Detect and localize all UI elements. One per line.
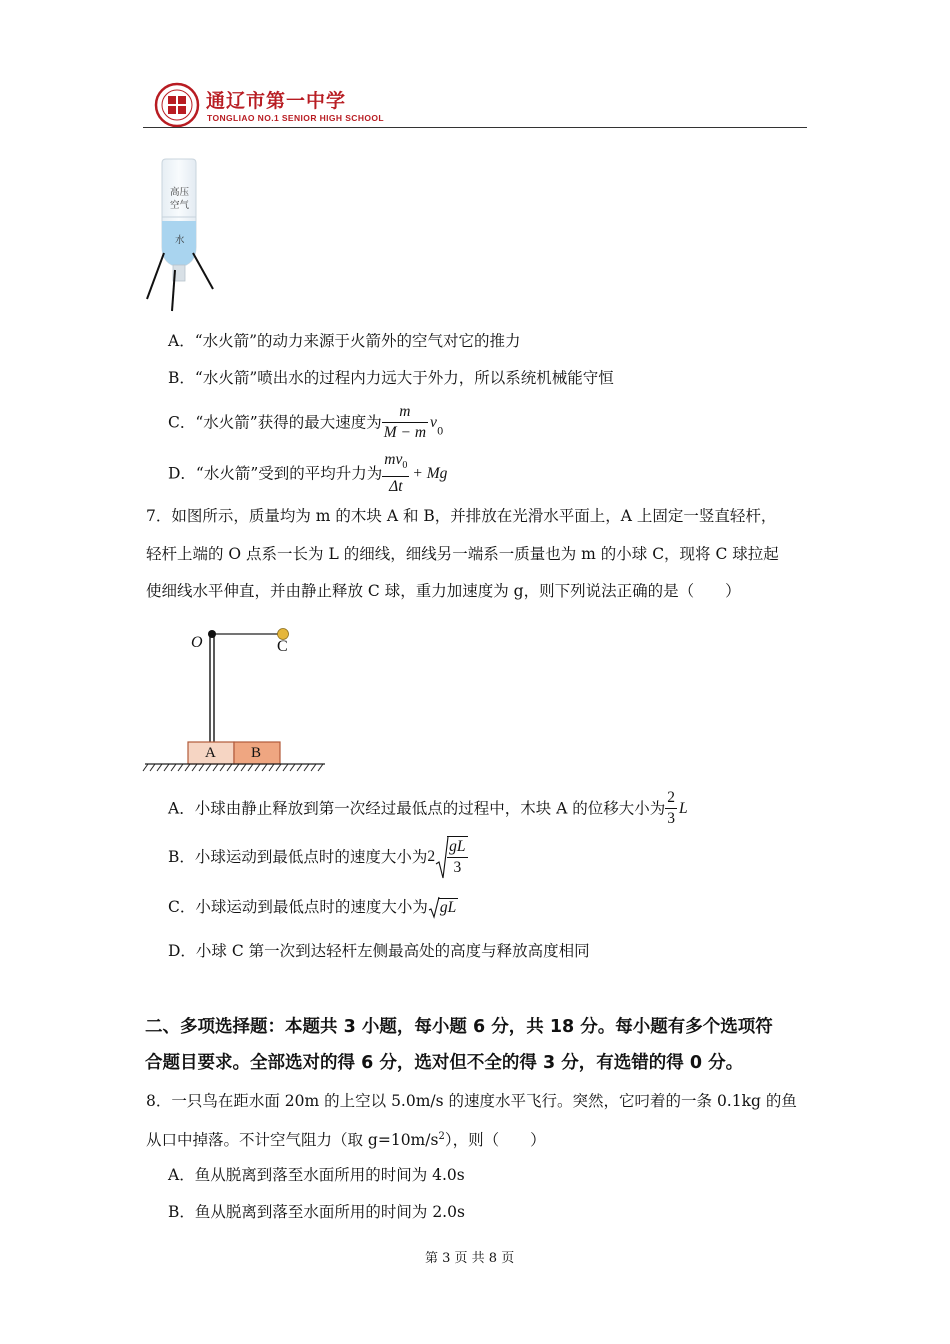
q7-option-b bbox=[168, 836, 468, 882]
q6-option-c-den: M − m bbox=[383, 424, 427, 441]
q8-option-a: A．鱼从脱离到落至水面所用的时间为 4.0s bbox=[168, 1166, 465, 1184]
q7-option-b-text: B．小球运动到最低点时的速度大小为 bbox=[168, 848, 428, 866]
q7-figure-label-a: A bbox=[205, 745, 216, 761]
q7-pendulum-figure bbox=[140, 620, 330, 775]
q6-option-c bbox=[168, 402, 443, 446]
q6-option-d-den: Δt bbox=[389, 478, 403, 496]
q7-option-a-num: 2 bbox=[665, 788, 677, 809]
q6-option-d-tail: + Mg bbox=[412, 464, 448, 482]
q7-figure-label-b: B bbox=[251, 745, 262, 761]
q7-option-a bbox=[168, 788, 688, 832]
page-header bbox=[150, 82, 810, 130]
rocket-label-air-1: 高压 bbox=[170, 187, 190, 198]
q7-option-a-fraction bbox=[665, 788, 677, 829]
q8-stem-line-2-pre: 从口中掉落。不计空气阻力（取 g=10m/s bbox=[146, 1131, 439, 1150]
q7-stem-line-1: 7．如图所示，质量均为 m 的木块 A 和 B，并排放在光滑水平面上，A 上固定一竖直轻杆， bbox=[146, 507, 777, 525]
q7-option-c-radical bbox=[428, 896, 458, 919]
rocket-label-air-2: 空气 bbox=[170, 200, 190, 211]
school-logo-icon bbox=[154, 82, 200, 128]
q6-option-a: A．“水火箭”的动力来源于火箭外的空气对它的推力 bbox=[168, 332, 521, 350]
q7-option-b-den: 3 bbox=[453, 859, 462, 876]
q7-figure-label-c: C bbox=[277, 638, 288, 655]
q7-stem-line-2: 轻杆上端的 O 点系一长为 L 的细线，细线另一端系一质量也为 m 的小球 C，现将 C 球拉起 bbox=[146, 545, 779, 563]
section-2-title-line-2: 合题目要求。全部选对的得 6 分，选对但不全的得 3 分，有选错的得 0 分。 bbox=[145, 1053, 744, 1073]
section-2-title-line-1: 二、多项选择题：本题共 3 小题，每小题 6 分，共 18 分。每小题有多个选项符 bbox=[145, 1017, 773, 1037]
q7-option-c-text: C．小球运动到最低点时的速度大小为 bbox=[168, 898, 428, 916]
q7-option-d: D．小球 C 第一次到达轻杆左侧最高处的高度与释放高度相同 bbox=[168, 942, 590, 960]
q7-option-a-tail: L bbox=[679, 799, 688, 817]
q6-option-c-fraction bbox=[382, 402, 428, 443]
q6-option-d-fraction bbox=[382, 450, 409, 497]
school-name-en: TONGLIAO NO.1 SENIOR HIGH SCHOOL bbox=[207, 113, 384, 123]
q7-option-c-rad: gL bbox=[439, 899, 457, 916]
q6-option-b: B．“水火箭”喷出水的过程内力远大于外力，所以系统机械能守恒 bbox=[168, 369, 614, 387]
q7-option-b-radical bbox=[435, 836, 467, 878]
q6-option-d-text: D．“水火箭”受到的平均升力为 bbox=[168, 464, 383, 483]
q8-stem-line-1: 8．一只鸟在距水面 20m 的上空以 5.0m/s 的速度水平飞行。突然，它叼着的一条 0.1kg 的鱼 bbox=[146, 1092, 797, 1110]
page-number: 第 3 页 共 8 页 bbox=[425, 1251, 515, 1266]
q6-option-d-num-sub: 0 bbox=[402, 460, 408, 472]
q8-stem-line-2 bbox=[146, 1126, 546, 1151]
q6-option-c-text: C．“水火箭”获得的最大速度为 bbox=[168, 413, 382, 432]
q8-stem-line-2-sup: 2 bbox=[438, 1131, 445, 1142]
q7-option-a-text: A．小球由静止释放到第一次经过最低点的过程中，木块 A 的位移大小为 bbox=[168, 799, 666, 818]
q7-option-b-coef: 2 bbox=[427, 848, 436, 865]
header-rule bbox=[143, 127, 807, 128]
q7-figure-label-o: O bbox=[191, 634, 203, 651]
q7-option-b-num: gL bbox=[447, 837, 467, 858]
q6-option-d bbox=[168, 450, 447, 494]
q7-option-c bbox=[168, 896, 458, 919]
q6-option-c-sub: 0 bbox=[436, 426, 444, 438]
q6-option-c-tail: v bbox=[430, 413, 437, 431]
q7-option-a-den: 3 bbox=[667, 810, 675, 827]
q7-stem-line-3: 使细线水平伸直，并由静止释放 C 球，重力加速度为 g，则下列说法正确的是（ ） bbox=[146, 582, 741, 600]
school-name: 通辽市第一中学 bbox=[206, 90, 347, 112]
q6-option-d-num: mv bbox=[384, 451, 403, 468]
q8-option-b: B．鱼从脱离到落至水面所用的时间为 2.0s bbox=[168, 1203, 465, 1221]
q6-option-c-num: m bbox=[382, 402, 428, 423]
rocket-label-water: 水 bbox=[175, 235, 185, 246]
q8-stem-line-2-post: ），则（ ） bbox=[444, 1131, 546, 1150]
water-rocket-figure bbox=[140, 155, 230, 315]
